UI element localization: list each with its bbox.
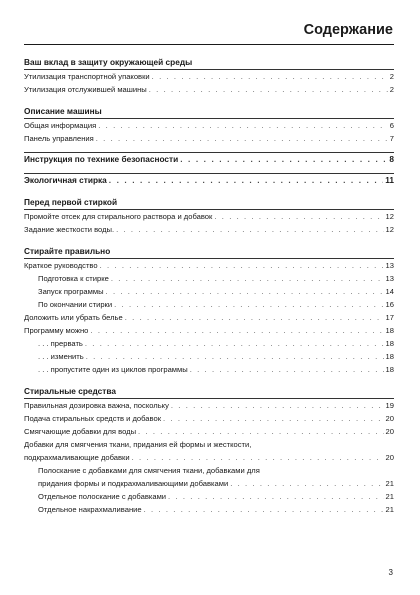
toc-entry-label: Экологичная стирка <box>24 175 107 185</box>
toc-entry-page: 6 <box>389 121 394 130</box>
toc-entry[interactable] <box>24 503 394 516</box>
toc-entry[interactable] <box>24 70 394 83</box>
dot-leader <box>190 363 384 376</box>
toc-entry-page: 12 <box>385 212 394 221</box>
toc-entry[interactable] <box>24 272 394 285</box>
toc-entry-page: 2 <box>389 72 394 81</box>
toc-entry-page: 21 <box>385 492 394 501</box>
toc-entry-page: 16 <box>385 300 394 309</box>
toc-entry-label: Промойте отсек для стирального раствора и добавок <box>24 212 213 221</box>
dot-leader <box>125 311 384 324</box>
toc-entry-label: Краткое руководство <box>24 261 98 270</box>
toc-entry[interactable] <box>24 285 394 298</box>
toc-entry-label: Задание жесткости воды. <box>24 225 115 234</box>
toc-entry-page: 20 <box>385 427 394 436</box>
dot-leader <box>152 70 388 83</box>
dot-leader <box>100 259 384 272</box>
toc-entry[interactable] <box>24 119 394 132</box>
dot-leader <box>230 477 383 490</box>
toc-entry-label: . . . изменить <box>38 352 84 361</box>
toc-entry-label-line: Добавки для смягчения ткани, придания ей формы и жесткости, <box>24 440 252 449</box>
toc-entry-page: 13 <box>385 274 394 283</box>
section-heading: Перед первой стиркой <box>24 197 118 207</box>
toc-entry-label: . . . прервать <box>38 339 83 348</box>
toc-entry-page: 12 <box>385 225 394 234</box>
title-divider <box>24 44 394 45</box>
toc-entry[interactable] <box>24 210 394 223</box>
toc-entry[interactable] <box>24 399 394 412</box>
dot-leader <box>86 350 384 363</box>
dot-leader <box>214 210 383 223</box>
toc-entry-page: 8 <box>389 154 394 164</box>
dot-leader <box>96 132 388 145</box>
toc-entry[interactable] <box>24 363 394 376</box>
dot-leader <box>144 503 384 516</box>
toc-entry[interactable] <box>24 132 394 145</box>
toc-entry[interactable] <box>24 259 394 272</box>
toc-entry-label: Подготовка к стирке <box>38 274 109 283</box>
toc-entry[interactable] <box>24 223 394 236</box>
section-heading: Ваш вклад в защиту окружающей среды <box>24 57 193 67</box>
toc-entry-page: 21 <box>385 479 394 488</box>
section-heading: Стирайте правильно <box>24 246 111 256</box>
toc-entry-page: 14 <box>385 287 394 296</box>
toc-entry-page: 20 <box>385 453 394 462</box>
dot-leader <box>111 272 384 285</box>
toc-entry-label: Утилизация транспортной упаковки <box>24 72 150 81</box>
toc-entry-page: 13 <box>385 261 394 270</box>
toc-entry-label: . . . пропустите один из циклов программы <box>38 365 188 374</box>
toc-entry-page: 18 <box>385 352 394 361</box>
toc-entry-label: Запуск программы <box>38 287 104 296</box>
toc-entry-label: Утилизация отслужившей машины <box>24 85 147 94</box>
toc-entry-label: придания формы и подкрахмаливающими добавками <box>38 479 229 488</box>
toc-entry[interactable] <box>24 490 394 503</box>
dot-leader <box>114 298 383 311</box>
dot-leader <box>149 83 388 96</box>
toc-entry-label: Отдельное накрахмаливание <box>38 505 142 514</box>
toc-entry-label: По окончании стирки <box>38 300 113 309</box>
toc-entry-label: Инструкция по технике безопасности <box>24 154 179 164</box>
dot-leader <box>163 412 384 425</box>
dot-leader <box>138 425 384 438</box>
toc-entry[interactable] <box>24 477 394 490</box>
toc-entry[interactable] <box>24 412 394 425</box>
toc-entry[interactable] <box>24 350 394 363</box>
toc-entry-page: 17 <box>385 313 394 322</box>
toc-entry-label: Доложить или убрать белье <box>24 313 123 322</box>
toc-entry-label-line: Полоскание с добавками для смягчения ткани, добавками для <box>38 466 260 475</box>
toc-entry-page: 18 <box>385 365 394 374</box>
section-heading: Стиральные средства <box>24 386 116 396</box>
toc-entry-page: 18 <box>385 339 394 348</box>
toc-entry-page: 18 <box>385 326 394 335</box>
toc-entry[interactable] <box>24 298 394 311</box>
dot-leader <box>168 490 384 503</box>
toc-entry-major[interactable] <box>24 153 394 166</box>
toc-entry[interactable] <box>24 311 394 324</box>
table-of-contents <box>24 56 394 516</box>
toc-entry[interactable] <box>24 337 394 350</box>
toc-entry[interactable] <box>24 324 394 337</box>
toc-entry-page: 7 <box>389 134 394 143</box>
toc-entry-page: 11 <box>385 175 394 185</box>
toc-entry-label: Общая информация <box>24 121 97 130</box>
dot-leader <box>116 223 383 236</box>
toc-entry-label: Панель управления <box>24 134 94 143</box>
toc-entry-page: 19 <box>385 401 394 410</box>
dot-leader <box>106 285 384 298</box>
toc-entry-label: Отдельное полоскание с добавками <box>38 492 167 501</box>
dot-leader <box>98 119 388 132</box>
toc-entry-label: Программу можно <box>24 326 89 335</box>
toc-entry[interactable] <box>24 425 394 438</box>
dot-leader <box>109 174 383 187</box>
toc-entry-page: 2 <box>389 85 394 94</box>
page-title: Содержание <box>303 22 393 38</box>
dot-leader <box>85 337 384 350</box>
toc-entry-label: Подача стиральных средств и добавок <box>24 414 162 423</box>
dot-leader <box>90 324 383 337</box>
toc-entry-label: Смягчающие добавки для воды <box>24 427 137 436</box>
dot-leader <box>180 153 387 166</box>
toc-entry-page: 21 <box>385 505 394 514</box>
toc-entry-major[interactable] <box>24 174 394 187</box>
toc-entry-label: подкрахмаливающие добавки <box>24 453 130 462</box>
section-heading: Описание машины <box>24 106 102 116</box>
toc-entry-label: Правильная дозировка важна, поскольку <box>24 401 169 410</box>
page-number: 3 <box>388 568 393 577</box>
toc-entry-page: 20 <box>385 414 394 423</box>
toc-entry[interactable] <box>24 83 394 96</box>
toc-entry[interactable] <box>24 451 394 464</box>
dot-leader <box>132 451 384 464</box>
dot-leader <box>171 399 384 412</box>
